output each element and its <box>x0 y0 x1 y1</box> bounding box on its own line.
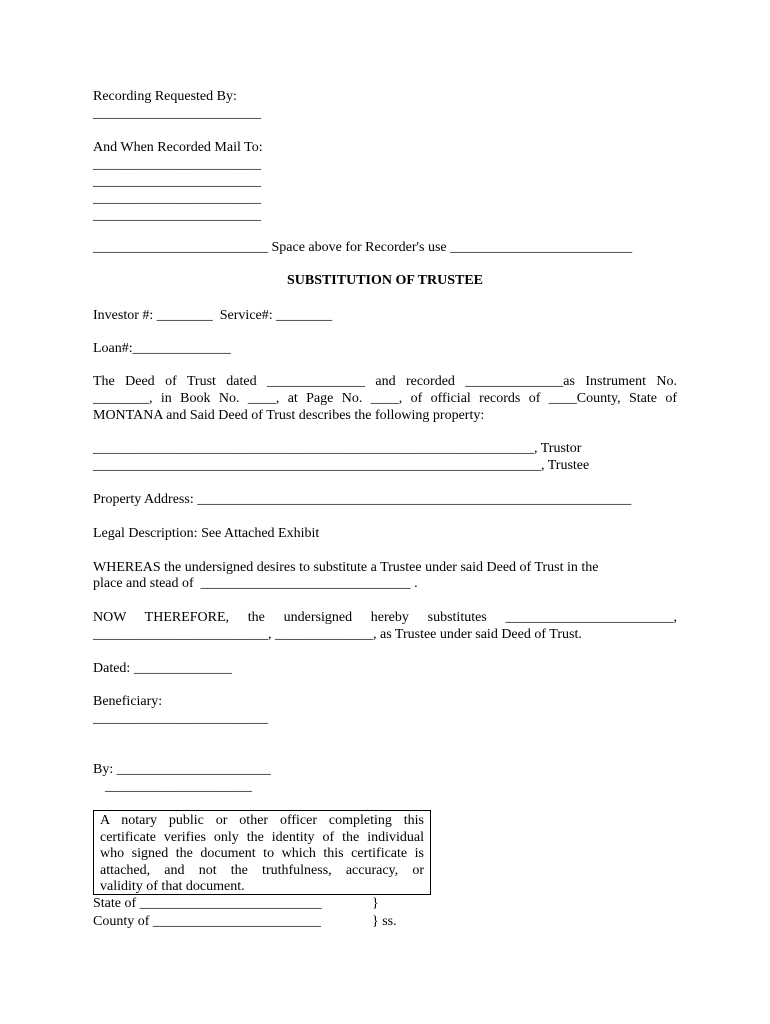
loan-field: Loan#:______________ <box>93 341 231 356</box>
recording-requested-by-label: Recording Requested By: <box>93 89 237 104</box>
notary-line-2: certificate verifies only the identity of the individual <box>100 829 424 845</box>
mail-to-label: And When Recorded Mail To: <box>93 140 263 155</box>
recording-requested-by-line: ________________________ <box>93 106 261 121</box>
trustor-line: _______________________________________________________________, Trustor <box>93 441 582 456</box>
venue-brace-ss: } ss. <box>372 914 397 929</box>
by-title-line: _____________________ <box>105 779 252 794</box>
by-signature-line: By: ______________________ <box>93 762 271 777</box>
mail-to-line-3: ________________________ <box>93 191 261 206</box>
property-address-line: Property Address: ______________________________________________________________ <box>93 492 632 507</box>
now-therefore-line-1: NOW THEREFORE, the undersigned hereby substitutes ________________________, <box>93 610 677 625</box>
mail-to-line-2: ________________________ <box>93 174 261 189</box>
mail-to-line-4: ________________________ <box>93 208 261 223</box>
notary-line-5: validity of that document. <box>100 879 245 894</box>
county-of-line: County of ________________________ <box>93 914 321 929</box>
notary-line-4: attached, and not the truthfulness, accuracy, or <box>100 862 424 878</box>
whereas-line-1: WHEREAS the undersigned desires to substitute a Trustee under said Deed of Trust in the <box>93 560 599 575</box>
notary-line-3: who signed the document to which this certificate is <box>100 846 424 861</box>
venue-brace-1: } <box>372 896 379 911</box>
state-of-line: State of __________________________ <box>93 896 322 911</box>
legal-description-line: Legal Description: See Attached Exhibit <box>93 526 320 541</box>
notary-line-1: A notary public or other officer completing this <box>100 813 424 828</box>
now-therefore-line-2: _________________________, ______________, as Trustee under said Deed of Trust. <box>93 627 582 642</box>
recorder-use-line: _________________________ Space above for Recorder's use __________________________ <box>93 240 633 255</box>
deed-line-2: ________, in Book No. ____, at Page No. ____, of official records of ____County, State of <box>93 391 677 406</box>
beneficiary-signature-line: _________________________ <box>93 711 268 726</box>
notary-disclaimer-box <box>93 810 431 895</box>
whereas-line-2: place and stead of ______________________________ . <box>93 576 418 591</box>
deed-line-3: MONTANA and Said Deed of Trust describes the following property: <box>93 408 485 423</box>
beneficiary-label: Beneficiary: <box>93 694 163 709</box>
mail-to-line-1: ________________________ <box>93 157 261 172</box>
investor-service-field: Investor #: ________ Service#: ________ <box>93 308 333 323</box>
trustee-line: ________________________________________________________________, Trustee <box>93 458 590 473</box>
dated-line: Dated: ______________ <box>93 661 232 676</box>
deed-line-1: The Deed of Trust dated ______________ and recorded ______________as Instrument No. <box>93 374 677 389</box>
document-title: SUBSTITUTION OF TRUSTEE <box>286 273 484 288</box>
